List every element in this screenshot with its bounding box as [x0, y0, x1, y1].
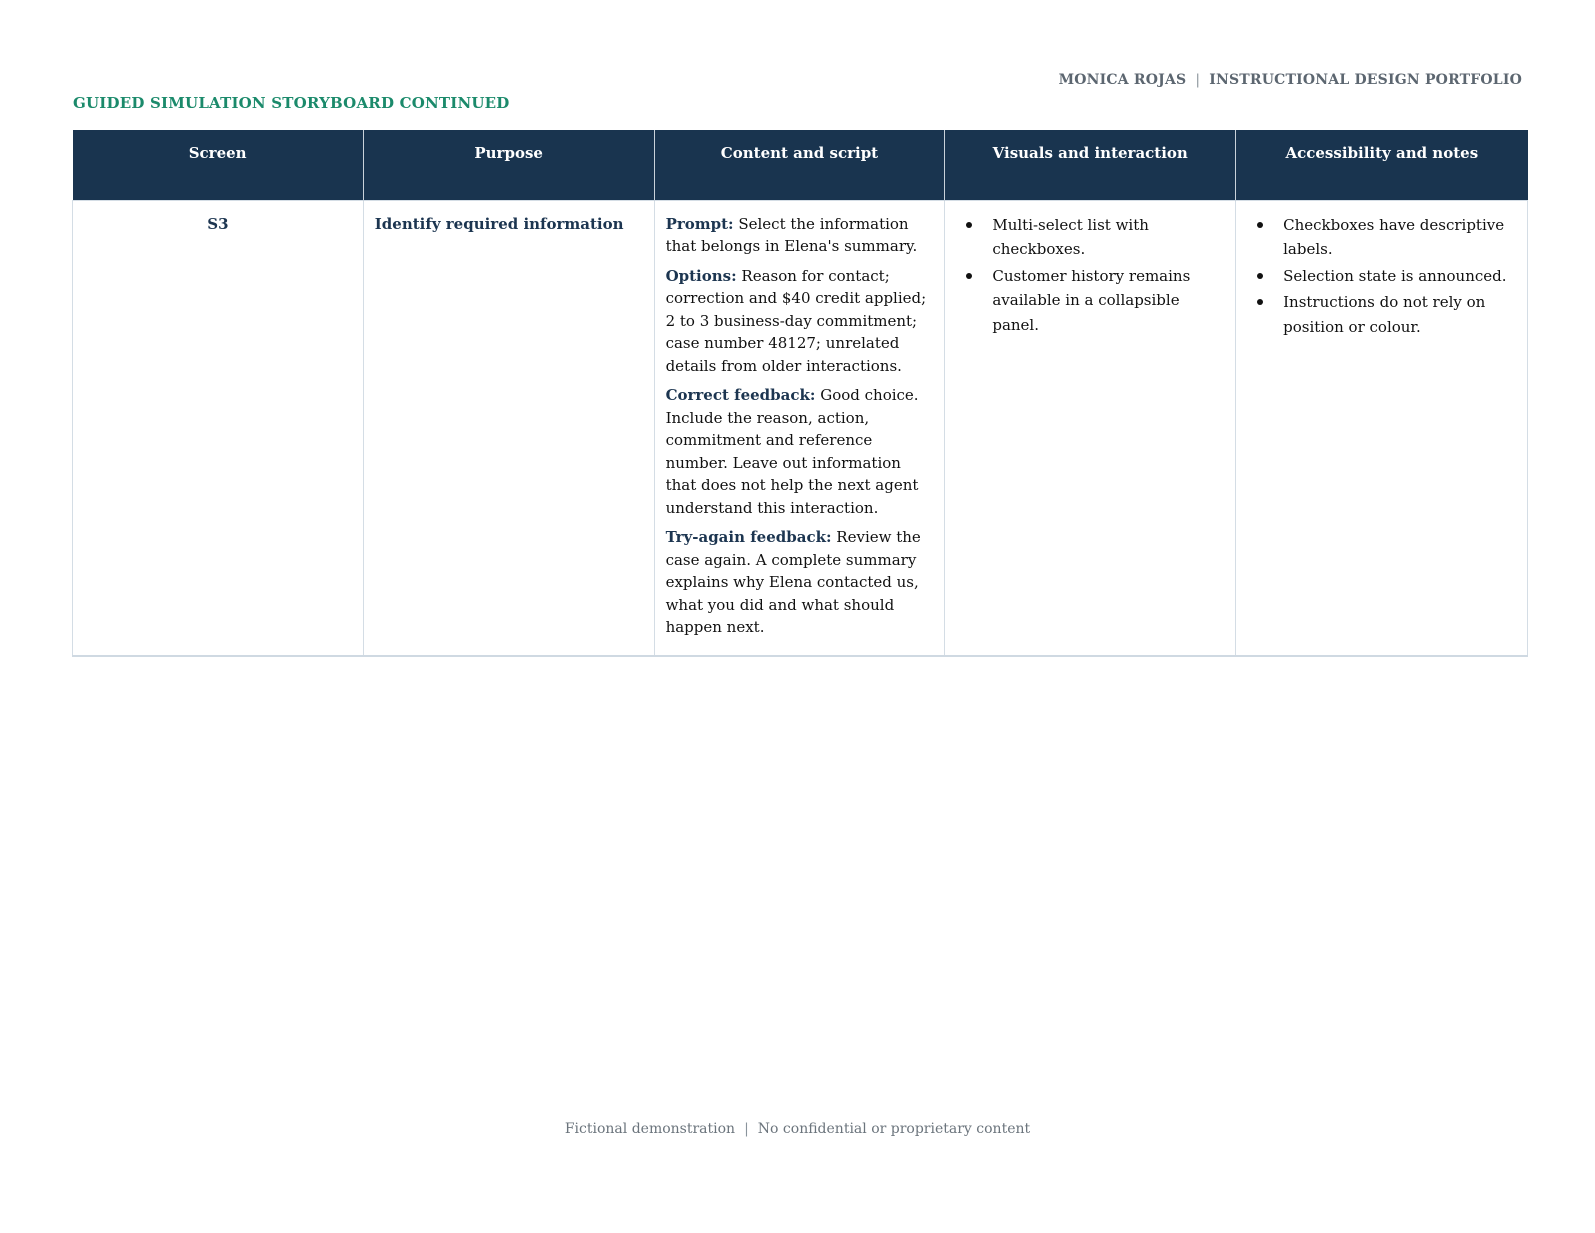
bullet-icon: [966, 273, 972, 279]
content-correct-feedback: [666, 384, 934, 519]
accessibility-item-text: Checkboxes have descriptive labels.: [1283, 215, 1505, 258]
content-options-label: Options:: [665, 266, 737, 285]
list-item: [1247, 290, 1516, 339]
column-header-accessibility: Accessibility and notes: [1236, 130, 1528, 200]
bullet-icon: [966, 222, 972, 228]
page-header: [1059, 72, 1522, 88]
visuals-item-text: Customer history remains available in a collapsible panel.: [992, 266, 1191, 334]
cell-screen: [73, 200, 364, 656]
cell-visuals: [945, 200, 1236, 656]
footer-right: No confidential or proprietary content: [757, 1121, 1031, 1137]
cell-content: [654, 200, 945, 656]
content-correct-feedback-text: Good choice. Include the reason, action, commitment and reference number. Leave out information that does not help the next agent understand this interaction.: [665, 386, 919, 517]
content-prompt: [666, 213, 934, 258]
content-try-again-feedback-label: Try-again feedback:: [665, 528, 832, 546]
column-header-screen: Screen: [73, 130, 364, 200]
screen-id: S3: [207, 214, 229, 233]
list-item: [956, 213, 1224, 262]
accessibility-item-text: Selection state is announced.: [1283, 266, 1507, 285]
content-options: [666, 265, 934, 378]
bullet-icon: [1257, 222, 1263, 228]
accessibility-list: [1247, 213, 1516, 340]
list-item: [1247, 213, 1516, 262]
content-correct-feedback-label: Correct feedback:: [665, 386, 816, 404]
section-title: GUIDED SIMULATION STORYBOARD CONTINUED: [73, 94, 510, 112]
footer-left: Fictional demonstration: [564, 1121, 736, 1137]
visuals-item-text: Multi-select list with checkboxes.: [992, 215, 1149, 258]
purpose-text: Identify required information: [374, 214, 624, 233]
header-separator: |: [1195, 72, 1201, 88]
content-options-text: Reason for contact; correction and $40 credit applied; 2 to 3 business-day commitment; case number 48127; unrelated details from older interactions.: [665, 266, 927, 375]
page-footer: [0, 1121, 1595, 1137]
header-portfolio: INSTRUCTIONAL DESIGN PORTFOLIO: [1209, 72, 1522, 88]
content-try-again-feedback-text: Review the case again. A complete summary explains why Elena contacted us, what you did and what should happen next.: [665, 528, 921, 636]
storyboard-table: [72, 130, 1528, 657]
content-try-again-feedback: [666, 526, 934, 639]
cell-accessibility: [1236, 200, 1528, 656]
bullet-icon: [1257, 273, 1263, 279]
column-header-visuals: Visuals and interaction: [945, 130, 1236, 200]
content-prompt-label: Prompt:: [665, 214, 734, 233]
header-author: MONICA ROJAS: [1058, 72, 1187, 88]
cell-purpose: [363, 200, 654, 656]
column-header-content: Content and script: [654, 130, 945, 200]
visuals-list: [956, 213, 1224, 338]
table-row: [73, 200, 1528, 656]
accessibility-item-text: Instructions do not rely on position or colour.: [1283, 293, 1486, 336]
bullet-icon: [1257, 299, 1263, 305]
footer-separator: |: [744, 1121, 749, 1137]
list-item: [956, 264, 1224, 338]
column-header-purpose: Purpose: [363, 130, 654, 200]
list-item: [1247, 264, 1516, 289]
table-header-row: [73, 130, 1528, 200]
content-prompt-text: Select the information that belongs in Elena's summary.: [665, 214, 918, 255]
